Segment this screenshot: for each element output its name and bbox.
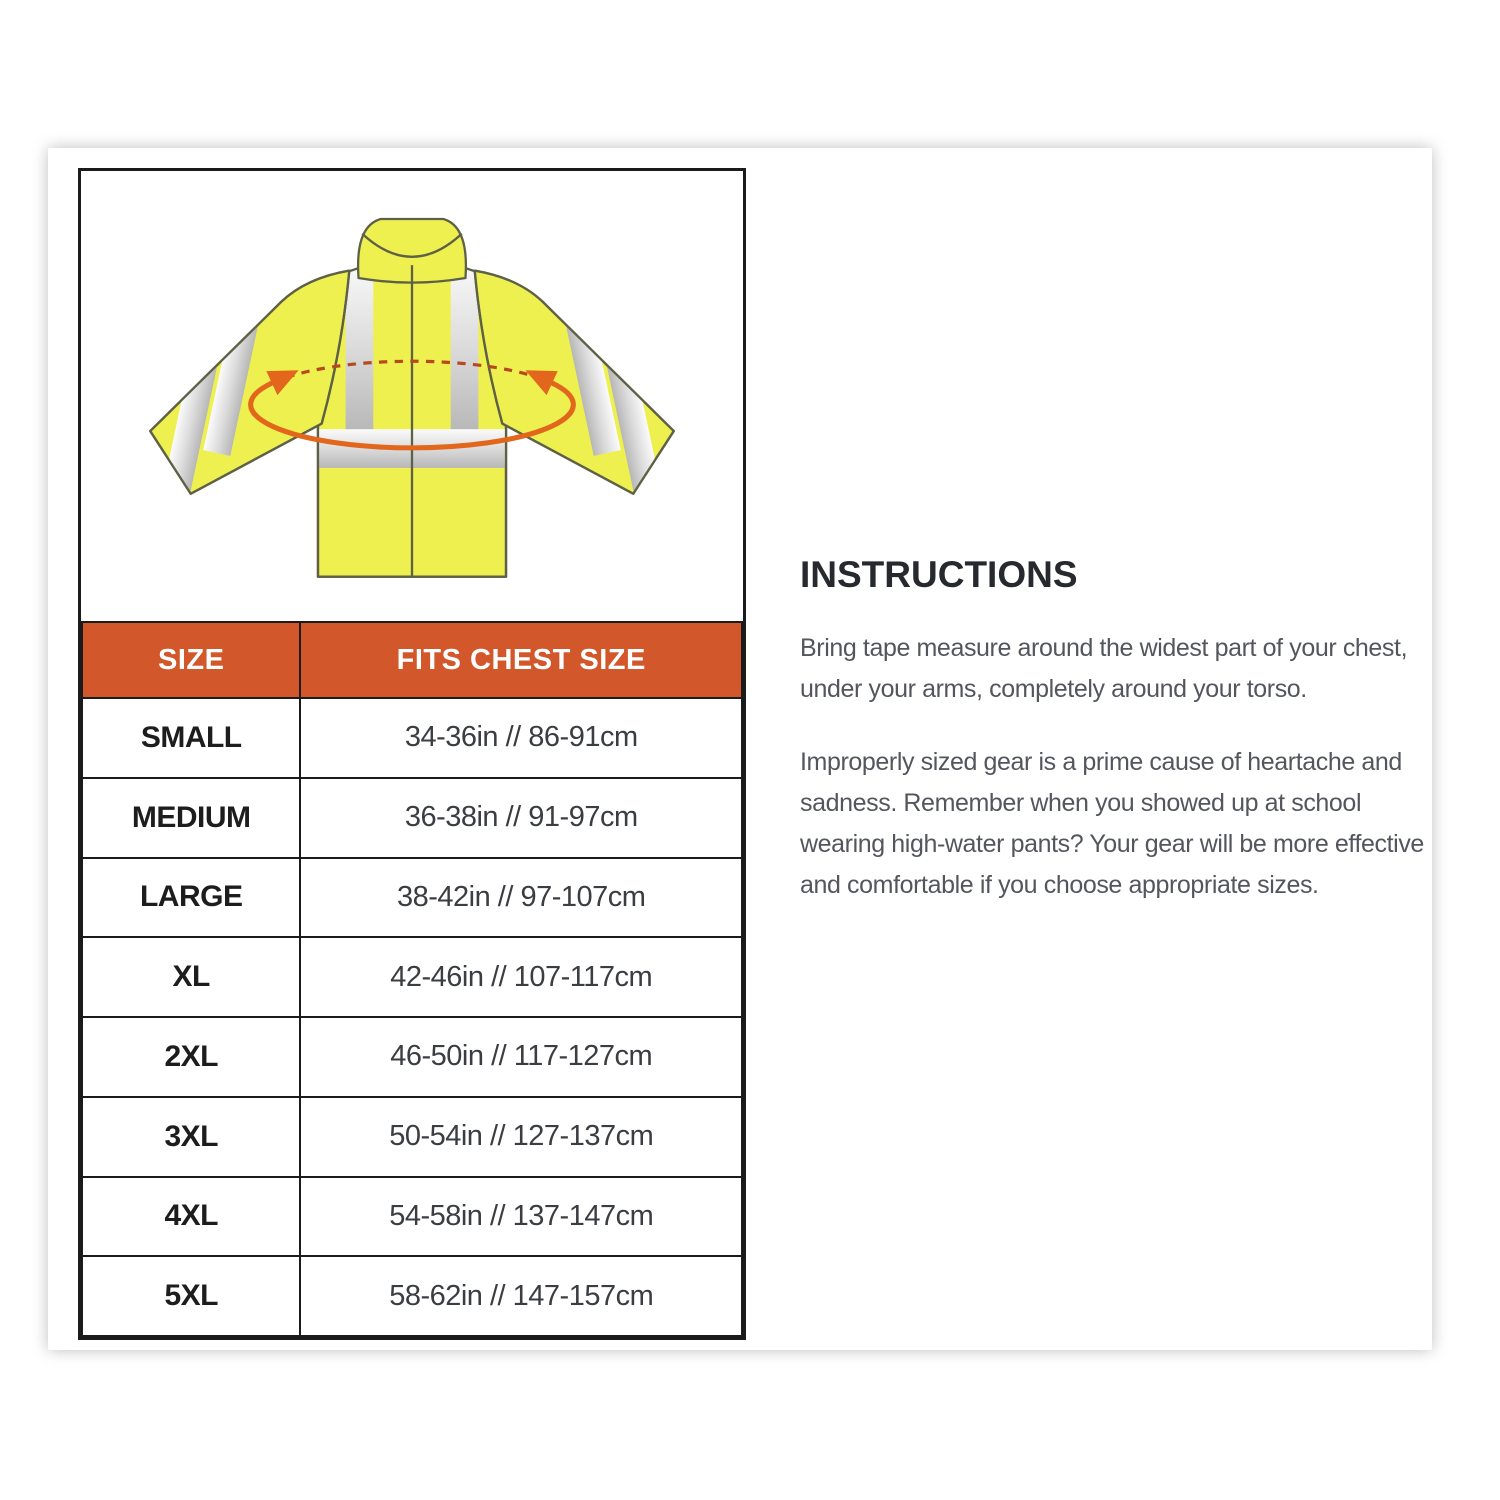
chest-size-value: 50-54in // 127-137cm	[300, 1097, 742, 1177]
instructions-paragraph-2: Improperly sized gear is a prime cause of heartache and sadness. Remember when you showed up at school wearing high-water pants? Your gear will be more effective and comfortable if you choose appropriate sizes.	[800, 748, 1424, 899]
table-row	[82, 937, 742, 1017]
chest-size-column-header: FITS CHEST SIZE	[300, 622, 742, 698]
chest-size-value: 34-36in // 86-91cm	[300, 698, 742, 778]
jacket-illustration-area	[81, 171, 743, 621]
size-label: SMALL	[82, 698, 300, 778]
size-label: 5XL	[82, 1256, 300, 1336]
size-label: XL	[82, 937, 300, 1017]
size-label: MEDIUM	[82, 778, 300, 858]
instructions-paragraph-1: Bring tape measure around the widest part of your chest, under your arms, completely around your torso.	[800, 634, 1408, 703]
size-chart-panel	[78, 168, 746, 1340]
table-row	[82, 1097, 742, 1177]
chest-size-value: 58-62in // 147-157cm	[300, 1256, 742, 1336]
size-label: 3XL	[82, 1097, 300, 1177]
table-header-row	[82, 622, 742, 698]
instructions-section	[800, 554, 1430, 906]
jacket-illustration	[117, 193, 707, 599]
chest-size-value: 54-58in // 137-147cm	[300, 1177, 742, 1257]
chest-size-value: 42-46in // 107-117cm	[300, 937, 742, 1017]
chest-size-value: 38-42in // 97-107cm	[300, 858, 742, 938]
table-row	[82, 778, 742, 858]
size-label: 4XL	[82, 1177, 300, 1257]
size-chart-rows	[82, 698, 742, 1336]
size-chart-table	[81, 621, 743, 1337]
size-label: 2XL	[82, 1017, 300, 1097]
chest-size-value: 46-50in // 117-127cm	[300, 1017, 742, 1097]
chest-size-value: 36-38in // 91-97cm	[300, 778, 742, 858]
table-row	[82, 1256, 742, 1336]
size-label: LARGE	[82, 858, 300, 938]
table-row	[82, 698, 742, 778]
instructions-title: INSTRUCTIONS	[800, 554, 1078, 595]
table-row	[82, 1177, 742, 1257]
table-row	[82, 1017, 742, 1097]
sizing-card	[48, 148, 1432, 1350]
size-column-header: SIZE	[82, 622, 300, 698]
table-row	[82, 858, 742, 938]
